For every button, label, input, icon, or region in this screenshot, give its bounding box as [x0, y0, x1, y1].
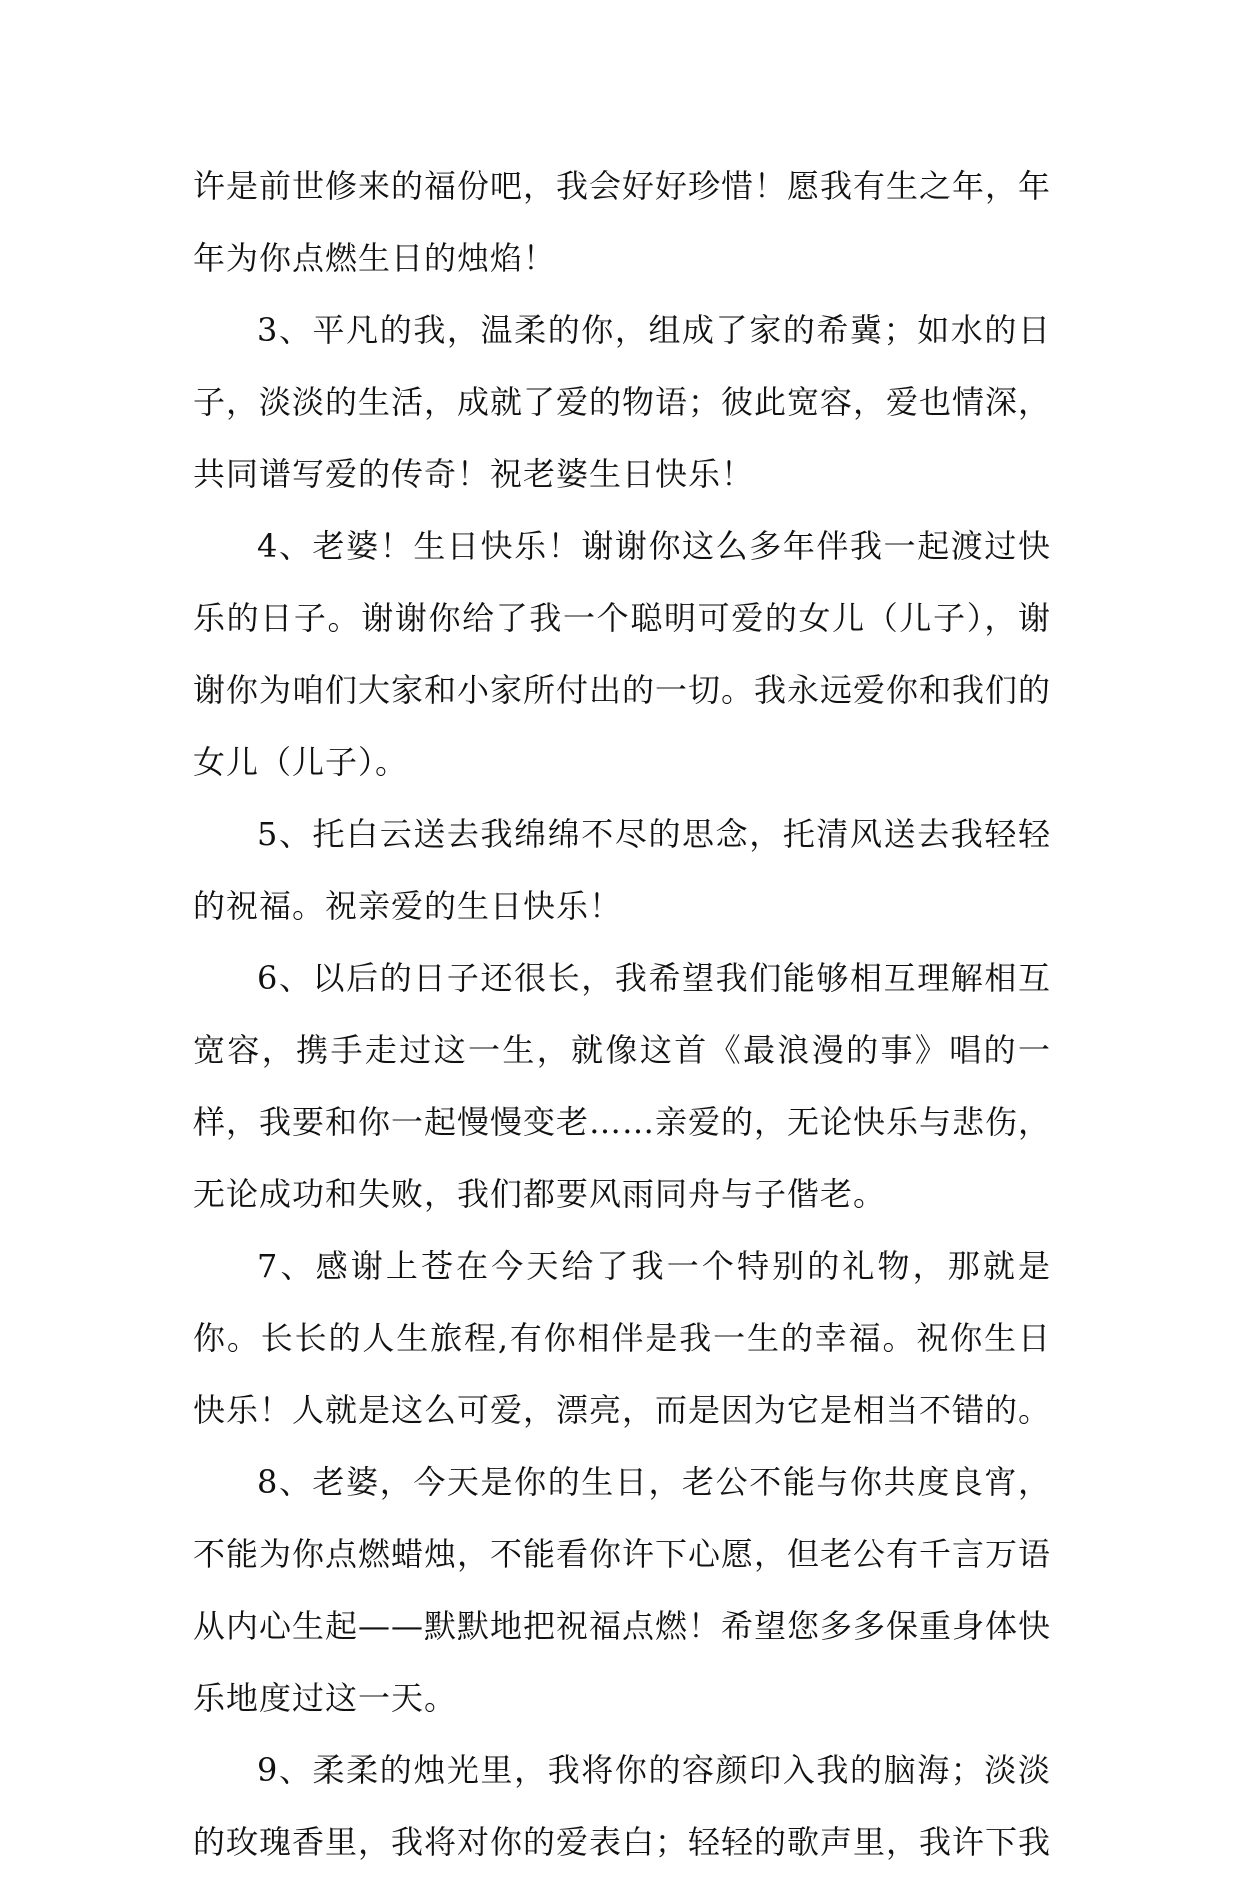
paragraph-3: 3、平凡的我，温柔的你，组成了家的希冀；如水的日子，淡淡的生活，成就了爱的物语；彼此宽容，爱也情深，共同谱写爱的传奇！祝老婆生日快乐！ — [193, 311, 1052, 493]
paragraph-5: 5、托白云送去我绵绵不尽的思念，托清风送去我轻轻的祝福。祝亲爱的生日快乐！ — [193, 815, 1051, 925]
paragraph-6: 6、以后的日子还很长，我希望我们能够相互理解相互宽容，携手走过这一生，就像这首《最浪漫的事》唱的一样，我要和你一起慢慢变老……亲爱的，无论快乐与悲伤，无论成功和失败，我们都要风雨同舟与子偕老。 — [193, 959, 1052, 1213]
paragraph-8: 8、老婆，今天是你的生日，老公不能与你共度良宵，不能为你点燃蜡烛，不能看你许下心愿，但老公有千言万语从内心生起——默默地把祝福点燃！希望您多多保重身体快乐地度过这一天。 — [193, 1463, 1052, 1717]
paragraph-continuation: 许是前世修来的福份吧，我会好好珍惜！愿我有生之年，年年为你点燃生日的烛焰！ — [193, 167, 1052, 277]
paragraph-9: 9、柔柔的烛光里，我将你的容颜印入我的脑海；淡淡的玫瑰香里，我将对你的爱表白；轻轻的歌声里，我许下我 — [193, 1751, 1052, 1861]
paragraph-7: 7、感谢上苍在今天给了我一个特别的礼物，那就是你。长长的人生旅程,有你相伴是我一生的幸福。祝你生日快乐！人就是这么可爱，漂亮，而是因为它是相当不错的。 — [193, 1247, 1052, 1429]
paragraph-4: 4、老婆！生日快乐！谢谢你这么多年伴我一起渡过快乐的日子。谢谢你给了我一个聪明可爱的女儿（儿子），谢谢你为咱们大家和小家所付出的一切。我永远爱你和我们的女儿（儿子）。 — [193, 527, 1052, 781]
